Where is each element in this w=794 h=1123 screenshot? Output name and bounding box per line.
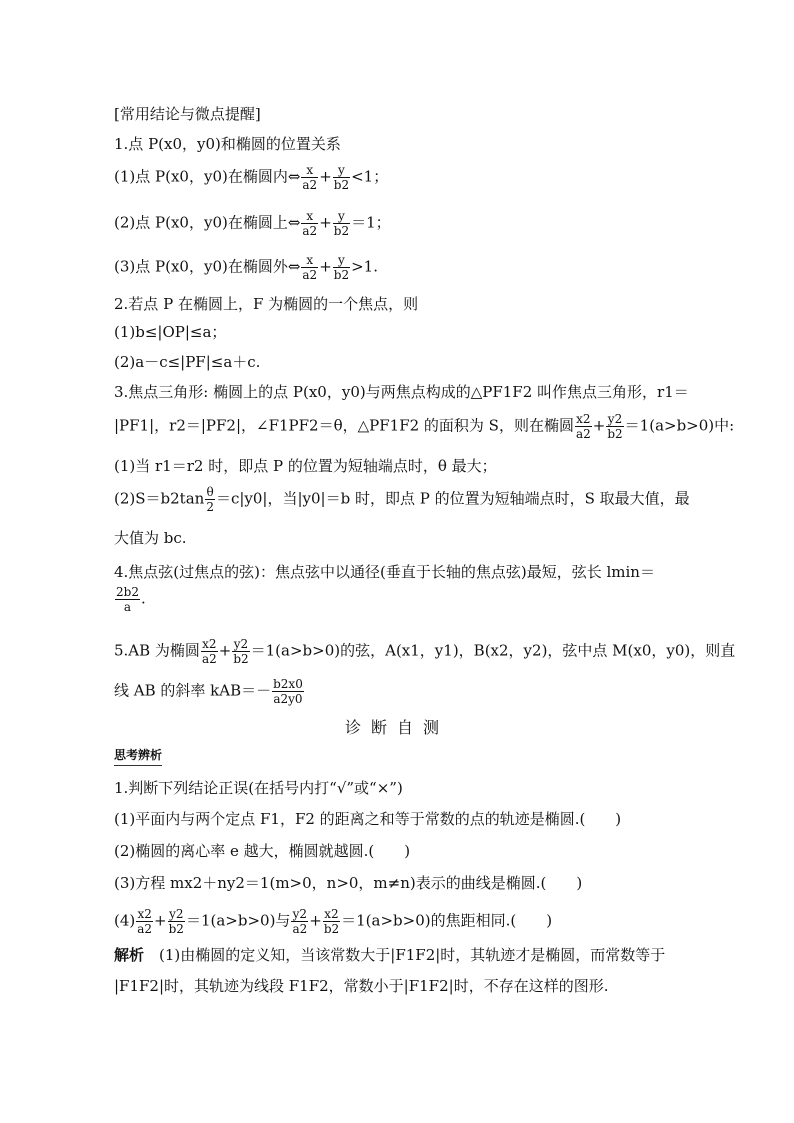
fraction-x-a2 (301, 253, 318, 282)
frac-num: x (301, 209, 318, 224)
center-title: 诊断自测 (344, 718, 449, 737)
p3-line-2-suffix: ＝1(a>b>0)中: (624, 416, 735, 435)
p3-b-suffix: ＝c|y0|，当|y0|＝b 时，即点 P 的位置为短轴端点时，S 取最大值，最 (215, 489, 690, 508)
frac-den: 2 (206, 500, 214, 514)
frac-den: a2 (201, 652, 217, 666)
p3-line-1: 3.焦点三角形: 椭圆上的点 P(x0，y0)与两焦点构成的△PF1F2 叫作焦点三角形，r1＝ (114, 383, 689, 401)
frac-den: b2 (323, 922, 340, 936)
frac-num: x (301, 253, 318, 268)
frac-num: y2 (292, 907, 308, 921)
frac-den: a2 (292, 922, 308, 936)
frac-num: y2 (169, 907, 184, 921)
p1-a-suffix: <1； (351, 167, 389, 186)
p3-line-b-2: 大值为 bc. (114, 529, 187, 547)
fraction-x2-a2 (201, 637, 218, 666)
frac-num: x2 (576, 412, 591, 426)
frac-num: y (333, 163, 350, 178)
p5-suffix: ＝1(a>b>0)的弦，A(x1，y1)，B(x2，y2)，弦中点 M(x0，y0)，则直 (250, 641, 736, 660)
fraction-y2-b2 (232, 637, 249, 666)
q1-item-3: (3)方程 mx2＋ny2＝1(m>0，n>0，m≠n)表示的曲线是椭圆.( ) (114, 874, 583, 892)
p1-line-b (114, 209, 680, 238)
p1-b-prefix: (2)点 P(x0，y0)在椭圆上⇔ (114, 213, 301, 232)
frac-num: y (333, 209, 350, 224)
fraction-b2x0-a2y0 (272, 677, 304, 706)
plus-sign: + (309, 911, 322, 930)
p2-line-a: (1)b≤|OP|≤a； (114, 323, 227, 341)
fraction-theta-2 (205, 485, 215, 514)
p2-title: 2.若点 P 在椭圆上，F 为椭圆的一个焦点，则 (114, 295, 419, 313)
p3-line-2 (114, 412, 735, 441)
p2-line-b: (2)a－c≤|PF|≤a＋c. (114, 353, 261, 371)
p5-prefix: 5.AB 为椭圆 (114, 641, 200, 660)
p5-line-1 (114, 637, 736, 666)
q1-item-2: (2)椭圆的离心率 e 越大，椭圆就越圆.( ) (114, 842, 411, 860)
fraction-y-b2 (333, 209, 350, 238)
plus-sign: + (592, 416, 606, 435)
frac-num: 2b2 (116, 585, 139, 599)
frac-den: b2 (333, 224, 350, 238)
frac-num: x2 (137, 907, 152, 921)
plus-sign: + (319, 257, 332, 276)
frac-den: b2 (607, 427, 623, 441)
frac-num: θ (206, 485, 214, 499)
q1-title: 1.判断下列结论正误(在括号内打“√”或“×”) (114, 779, 403, 797)
p3-b-prefix: (2)S＝b2tan (114, 489, 205, 508)
fraction-y2-a2 (291, 907, 308, 936)
q1-d-mid: ＝1(a>b>0)与 (185, 911, 291, 930)
frac-den: a2y0 (273, 692, 303, 706)
frac-num: x2 (202, 637, 217, 651)
frac-num: b2x0 (273, 677, 303, 691)
frac-num: y (333, 253, 350, 268)
frac-den: a2 (575, 427, 591, 441)
plus-sign: + (319, 213, 332, 232)
frac-den: a2 (302, 178, 318, 192)
fraction-2b2-a (115, 585, 140, 614)
fraction-y-b2 (333, 163, 350, 192)
plus-sign: + (154, 911, 167, 930)
fraction-y-b2 (333, 253, 350, 282)
fraction-y2-b2 (168, 907, 185, 936)
period: . (140, 589, 146, 608)
analysis-line-2: |F1F2|时，其轨迹为线段 F1F2，常数小于|F1F2|时，不存在这样的图形. (114, 977, 609, 995)
frac-den: a2 (302, 224, 318, 238)
p1-title: 1.点 P(x0，y0)和椭圆的位置关系 (114, 135, 341, 153)
frac-den: a2 (137, 922, 153, 936)
q1-item-4 (114, 907, 680, 936)
frac-den: b2 (233, 652, 249, 666)
fraction-x-a2 (301, 163, 318, 192)
p5-line-2 (114, 677, 680, 706)
frac-den: a (123, 600, 132, 614)
p1-b-suffix: ＝1； (351, 213, 391, 232)
frac-num: y2 (233, 637, 249, 651)
frac-den: a2 (302, 268, 318, 282)
frac-den: b2 (333, 178, 350, 192)
fraction-x2-a2 (136, 907, 153, 936)
fraction-x2-b2 (323, 907, 340, 936)
section-heading: [常用结论与微点提醒] (114, 105, 261, 123)
plus-sign: + (218, 641, 232, 660)
p1-a-prefix: (1)点 P(x0，y0)在椭圆内⇔ (114, 167, 301, 186)
p3-line-2-prefix: |PF1|，r2＝|PF2|，∠F1PF2＝θ，△PF1F2 的面积为 S，则在椭圆 (114, 416, 574, 435)
p3-line-a: (1)当 r1＝r2 时，即点 P 的位置为短轴端点时，θ 最大； (114, 457, 497, 475)
p1-line-c (114, 253, 680, 282)
p5-line-2-prefix: 线 AB 的斜率 kAB＝－ (114, 681, 272, 700)
frac-den: b2 (168, 922, 184, 936)
p1-c-suffix: >1. (351, 257, 378, 276)
frac-num: y2 (607, 412, 623, 426)
q1-d-suffix: ＝1(a>b>0)的焦距相同.( ) (341, 911, 553, 930)
plus-sign: + (319, 167, 332, 186)
fraction-x-a2 (301, 209, 318, 238)
analysis-line-1 (114, 944, 680, 966)
frac-num: x (301, 163, 318, 178)
frac-num: x2 (324, 907, 339, 921)
fraction-y2-b2 (606, 412, 623, 441)
analysis-label: 解析 (114, 946, 145, 964)
analysis-text-1: (1)由椭圆的定义知，当该常数大于|F1F2|时，其轨迹才是椭圆，而常数等于 (159, 946, 666, 964)
fraction-x2-a2 (575, 412, 592, 441)
q1-item-1: (1)平面内与两个定点 F1，F2 的距离之和等于常数的点的轨迹是椭圆.( ) (114, 810, 622, 828)
p4-line-2 (114, 585, 680, 614)
p1-c-prefix: (3)点 P(x0，y0)在椭圆外⇔ (114, 257, 301, 276)
frac-den: b2 (333, 268, 350, 282)
section-badge: 思考辨析 (114, 746, 162, 766)
q1-d-prefix: (4) (114, 911, 136, 930)
p4-line-1: 4.焦点弦(过焦点的弦)：焦点弦中以通径(垂直于长轴的焦点弦)最短，弦长 lmin＝ (114, 563, 655, 581)
p3-line-b (114, 485, 690, 514)
p1-line-a (114, 163, 680, 192)
